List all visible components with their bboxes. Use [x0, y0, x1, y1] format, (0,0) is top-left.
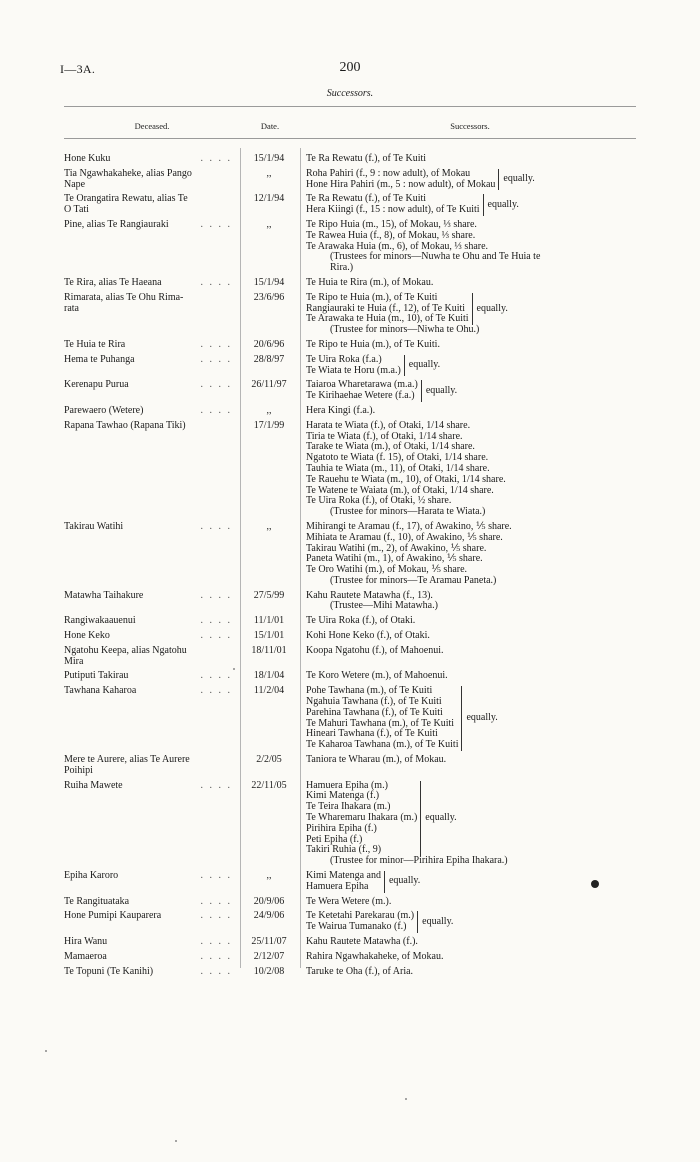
deceased-cell: [64, 154, 240, 165]
deceased-name-line: Parewaero (Wetere): [64, 404, 144, 416]
trustee-note: Rira.): [330, 262, 354, 274]
successor-line: Te Wharemaru Ihakara (m.): [306, 812, 418, 824]
successor-line: Taniora te Wharau (m.), of Mokau.: [306, 754, 447, 766]
successor-line: Takirau Watihi (m., 2), of Awakino, ⅕ share.: [306, 542, 487, 554]
successor-group: [306, 278, 644, 289]
page-number: 200: [339, 60, 361, 75]
deceased-name-line: Epiha Karoro: [64, 870, 119, 882]
deceased-name-line: Mamaeroa: [64, 950, 107, 962]
successors-cell: [298, 169, 644, 191]
table-row: [64, 616, 644, 627]
successor-lines: [306, 897, 644, 908]
successor-lines: [306, 154, 644, 165]
successor-line: Taiaroa Wharetarawa (m.a.): [306, 379, 418, 391]
successor-line: Pirihira Epiha (f.): [306, 822, 377, 834]
table-row: [64, 952, 644, 963]
deceased-cell: [64, 340, 240, 351]
successor-group: [306, 406, 644, 417]
deceased-cell: [64, 380, 240, 402]
trustee-note: (Trustee for minors—Niwha te Ohu.): [330, 324, 480, 336]
header-rule: [64, 138, 636, 139]
deceased-name-line: Hira Wanu: [64, 936, 108, 947]
date-cell: 18/1/04: [253, 670, 285, 682]
successor-line: Te Ketetahi Parekarau (m.): [306, 910, 415, 922]
successor-group: [306, 169, 644, 191]
successor-group: [306, 897, 644, 908]
table-row: [64, 591, 644, 613]
successor-line: Harata te Wiata (f.), of Otaki, 1/14 share.: [306, 419, 471, 431]
leader-dots: . . . .: [200, 379, 232, 391]
deceased-name-line: Te Orangatira Rewatu, alias Te: [64, 193, 188, 205]
deceased-name-line: Te Rangituataka: [64, 895, 130, 907]
successor-lines: [306, 911, 418, 933]
deceased-cell: [64, 671, 240, 682]
successors-cell: [298, 646, 644, 668]
successors-cell: [298, 220, 644, 274]
successor-line: Te Ripo te Huia (m.), of Te Kuiti.: [306, 338, 440, 350]
leader-dots: . . . .: [200, 276, 232, 288]
successor-group: [306, 781, 644, 857]
successors-cell: [298, 631, 644, 642]
successor-group: [306, 686, 644, 751]
successor-lines: [306, 380, 422, 402]
successor-line: Paneta Watihi (m., 1), of Awakino, ⅕ share.: [306, 553, 483, 565]
successor-line: Te Koro Wetere (m.), of Mahoenui.: [306, 670, 448, 682]
successor-line: Peti Epiha (f.): [306, 833, 363, 845]
deceased-cell: [64, 522, 240, 587]
successor-line: Ngatoto te Wiata (f. 15), of Otaki, 1/14 share.: [306, 452, 489, 464]
speck: [405, 1098, 407, 1100]
date-cell: 15/1/94: [253, 276, 285, 288]
deceased-cell: [64, 631, 240, 642]
successor-lines: [306, 421, 644, 507]
successor-line: Kahu Rautete Matawha (f., 13).: [306, 589, 433, 601]
date-cell: 25/11/07: [251, 936, 287, 947]
successor-group: [306, 671, 644, 682]
table-row: [64, 967, 644, 978]
successors-table: [64, 154, 644, 981]
successor-line: Kohi Hone Keko (f.), of Otaki.: [306, 630, 430, 642]
successor-line: Pohe Tawhana (m.), of Te Kuiti: [306, 685, 433, 697]
successor-line: Kahu Rautete Matawha (f.).: [306, 936, 418, 947]
section-title: Successors.: [326, 88, 374, 99]
successors-cell: [298, 154, 644, 165]
table-row: [64, 293, 644, 336]
successor-lines: [306, 937, 644, 948]
successors-cell: [298, 616, 644, 627]
successor-lines: [306, 616, 644, 627]
table-row: [64, 686, 644, 751]
deceased-name-line: Ruiha Mawete: [64, 779, 123, 791]
deceased-name-line: Hone Kuku: [64, 153, 111, 164]
successors-cell: [298, 340, 644, 351]
equally-label: equally.: [425, 812, 457, 824]
table-row: [64, 355, 644, 377]
column-header-date: Date.: [260, 121, 280, 131]
date-cell: ,,: [266, 404, 272, 416]
successor-group: [306, 616, 644, 627]
deceased-name-line: Te Topuni (Te Kanihi): [64, 965, 154, 977]
deceased-name-line: Rangiwakaauenui: [64, 615, 136, 627]
date-cell: 20/6/96: [253, 338, 285, 350]
deceased-name-line: O Tati: [64, 204, 89, 216]
successor-line: Tauhia te Wiata (m., 11), of Otaki, 1/14 share.: [306, 462, 490, 474]
date-cell: ,,: [266, 870, 272, 882]
successor-line: Hera Kingi (f.a.).: [306, 404, 376, 416]
successor-group: [306, 421, 644, 507]
deceased-cell: [64, 871, 240, 893]
successors-cell: [298, 406, 644, 417]
deceased-cell: [64, 781, 240, 867]
successor-line: Tarake te Wiata (m.), of Otaki, 1/14 share.: [306, 441, 475, 453]
successor-lines: [306, 522, 644, 576]
successors-cell: [298, 671, 644, 682]
leader-dots: . . . .: [200, 779, 232, 791]
successor-line: Ngahuia Tawhana (f.), of Te Kuiti: [306, 696, 442, 708]
successor-group: [306, 154, 644, 165]
table-row: [64, 406, 644, 417]
successor-lines: [306, 871, 385, 893]
successor-line: Koopa Ngatohu (f.), of Mahoenui.: [306, 644, 444, 656]
trustee-note: (Trustee—Mihi Matawha.): [330, 600, 438, 612]
equally-label: equally.: [503, 173, 535, 185]
successor-line: Mihirangi te Aramau (f., 17), of Awakino, ⅕ share.: [306, 520, 512, 532]
successor-line: Te Teira Ihakara (m.): [306, 801, 391, 813]
leader-dots: . . . .: [200, 589, 232, 601]
table-row: [64, 194, 644, 216]
successor-lines: [306, 220, 644, 252]
deceased-cell: [64, 355, 240, 377]
successors-cell: [298, 355, 644, 377]
date-cell: 24/9/06: [253, 910, 285, 922]
deceased-cell: [64, 897, 240, 908]
successor-line: Te Huia te Rira (m.), of Mokau.: [306, 276, 434, 288]
deceased-cell: [64, 646, 240, 668]
successor-line: Parehina Tawhana (f.), of Te Kuiti: [306, 706, 443, 718]
deceased-cell: [64, 911, 240, 933]
successor-group: [306, 967, 644, 978]
successor-line: Hone Hira Pahiri (m., 5 : now adult), of Mokau: [306, 178, 496, 190]
table-row: [64, 421, 644, 518]
successor-group: [306, 220, 644, 252]
successors-cell: [298, 967, 644, 978]
successors-cell: [298, 278, 644, 289]
deceased-cell: [64, 616, 240, 627]
leader-dots: . . . .: [200, 965, 232, 977]
deceased-cell: [64, 293, 240, 336]
date-cell: 11/1/01: [253, 615, 285, 627]
date-cell: ,,: [266, 167, 272, 179]
successor-group: [306, 194, 644, 216]
successors-cell: [298, 755, 644, 777]
successor-line: Te Ripo Huia (m., 15), of Mokau, ⅓ share.: [306, 218, 477, 230]
successor-lines: [306, 631, 644, 642]
date-cell: 20/9/06: [253, 895, 285, 907]
successor-line: Te Rawea Huia (f., 8), of Mokau, ⅓ share.: [306, 229, 476, 241]
successor-line: Te Arawaka Huia (m., 6), of Mokau, ⅓ share.: [306, 240, 489, 252]
date-cell: 26/11/97: [251, 379, 287, 391]
table-row: [64, 671, 644, 682]
deceased-cell: [64, 169, 240, 191]
successor-group: [306, 293, 644, 325]
successors-cell: [298, 591, 644, 613]
successor-line: Te Ripo te Huia (m.), of Te Kuiti: [306, 291, 438, 303]
deceased-name-line: Rimarata, alias Te Ohu Rima-: [64, 291, 184, 303]
deceased-name-line: Mira: [64, 655, 84, 667]
top-rule: [64, 106, 636, 107]
successor-group: [306, 380, 644, 402]
successor-line: Hera Kiingi (f., 15 : now adult), of Te Kuiti: [306, 204, 480, 216]
successors-cell: [298, 911, 644, 933]
leader-dots: . . . .: [200, 404, 232, 416]
deceased-cell: [64, 937, 240, 948]
table-row: [64, 871, 644, 893]
successor-line: Tiria te Wiata (f.), of Otaki, 1/14 share.: [306, 430, 463, 442]
successor-lines: [306, 355, 405, 377]
successor-lines: [306, 340, 644, 351]
date-cell: 10/2/08: [253, 965, 285, 977]
deceased-name-line: Nape: [64, 178, 86, 190]
successor-line: Taruke te Oha (f.), of Aria.: [306, 965, 414, 977]
leader-dots: . . . .: [200, 218, 232, 230]
speck: [233, 668, 235, 670]
column-header-deceased: Deceased.: [134, 121, 170, 131]
deceased-cell: [64, 220, 240, 274]
successor-lines: [306, 293, 473, 325]
leader-dots: . . . .: [200, 670, 232, 682]
successor-line: Hineari Tawhana (f.), of Te Kuiti: [306, 728, 438, 740]
successors-cell: [298, 293, 644, 336]
equally-label: equally.: [487, 198, 519, 210]
deceased-name-line: Poihipi: [64, 764, 93, 776]
deceased-cell: [64, 755, 240, 777]
successor-line: Te Kirihaehae Wetere (f.a.): [306, 390, 415, 402]
leader-dots: . . . .: [200, 153, 232, 164]
successors-cell: [298, 952, 644, 963]
leader-dots: . . . .: [200, 353, 232, 365]
date-cell: 28/8/97: [253, 353, 285, 365]
successor-line: Kimi Matenga (f.): [306, 790, 380, 802]
successor-lines: [306, 686, 462, 751]
equally-label: equally.: [388, 875, 421, 887]
successor-line: Te Uira Roka (f.), of Otaki.: [306, 615, 416, 627]
trustee-note: (Trustee for minor—Pirihira Epiha Ihakara.): [330, 855, 508, 867]
successor-group: [306, 755, 644, 766]
leader-dots: . . . .: [200, 520, 232, 532]
date-cell: 2/2/05: [256, 754, 282, 766]
date-cell: ,,: [266, 218, 272, 230]
successors-cell: [298, 897, 644, 908]
date-cell: 15/1/94: [253, 153, 285, 164]
deceased-name-line: Tawhana Kaharoa: [64, 685, 137, 697]
deceased-name-line: Hema te Puhanga: [64, 353, 135, 365]
successor-line: Te Ra Rewatu (f.), of Te Kuiti: [306, 193, 427, 205]
successors-cell: [298, 937, 644, 948]
deceased-cell: [64, 952, 240, 963]
column-header-successors: Successors.: [450, 121, 490, 131]
date-cell: 17/1/99: [253, 419, 285, 431]
leader-dots: . . . .: [200, 338, 232, 350]
leader-dots: . . . .: [200, 870, 232, 882]
successor-lines: [306, 671, 644, 682]
successor-line: Te Wiata te Horu (m.a.): [306, 364, 401, 376]
successor-line: Te Rauehu te Wiata (m., 10), of Otaki, 1/14 share.: [306, 473, 506, 485]
date-cell: 2/12/07: [253, 950, 285, 962]
successor-lines: [306, 194, 484, 216]
successor-line: Rahira Ngawhakaheke, of Mokau.: [306, 950, 444, 962]
table-row: [64, 755, 644, 777]
table-row: [64, 937, 644, 948]
successors-cell: [298, 380, 644, 402]
successor-line: Te Mahuri Tawhana (m.), of Te Kuiti: [306, 717, 455, 729]
successor-line: Te Wairua Tumanako (f.): [306, 921, 407, 933]
deceased-name-line: Rapana Tawhao (Rapana Tiki): [64, 419, 186, 431]
successor-line: Hamuera Epiha: [306, 880, 369, 892]
deceased-name-line: Mere te Aurere, alias Te Aurere: [64, 754, 190, 766]
trustee-note: (Trustee for minors—Te Aramau Paneta.): [330, 574, 497, 586]
deceased-name-line: rata: [64, 302, 79, 314]
successor-lines: [306, 278, 644, 289]
leader-dots: . . . .: [200, 910, 232, 922]
row-gap: [64, 977, 644, 981]
successor-group: [306, 631, 644, 642]
date-cell: 18/11/01: [251, 644, 287, 656]
successor-group: [306, 937, 644, 948]
deceased-name-line: Tia Ngawhakaheke, alias Pango: [64, 167, 192, 179]
successor-lines: [306, 952, 644, 963]
successors-cell: [298, 781, 644, 867]
equally-label: equally.: [476, 302, 508, 314]
trustee-note: (Trustee for minors—Harata te Wiata.): [330, 506, 486, 518]
table-row: [64, 781, 644, 867]
deceased-cell: [64, 967, 240, 978]
date-cell: 22/11/05: [251, 779, 287, 791]
deceased-name-line: Te Huia te Rira: [64, 338, 126, 350]
date-cell: 15/1/01: [253, 630, 285, 642]
deceased-name-line: Matawha Taihakure: [64, 589, 144, 601]
successor-lines: [306, 755, 644, 766]
table-row: [64, 631, 644, 642]
equally-label: equally.: [466, 712, 498, 724]
successors-cell: [298, 194, 644, 216]
successor-lines: [306, 406, 644, 417]
table-row: [64, 154, 644, 165]
table-row: [64, 169, 644, 191]
successor-line: Hamuera Epiha (m.): [306, 779, 388, 791]
deceased-name-line: Putiputi Takirau: [64, 670, 129, 682]
successor-line: Mihiata te Aramau (f., 10), of Awakino, ⅕ share.: [306, 531, 503, 543]
deceased-name-line: Te Rira, alias Te Haeana: [64, 276, 162, 288]
deceased-cell: [64, 406, 240, 417]
successor-lines: [306, 169, 499, 191]
successor-group: [306, 355, 644, 377]
successor-lines: [306, 646, 644, 657]
date-cell: 11/2/04: [253, 685, 285, 697]
successor-group: [306, 646, 644, 657]
date-cell: ,,: [266, 520, 272, 532]
successor-line: Te Uira Roka (f.a.): [306, 353, 382, 365]
speck: [45, 1050, 47, 1052]
successor-group: [306, 340, 644, 351]
deceased-cell: [64, 278, 240, 289]
successor-line: Te Oro Watihi (m.), of Mokau, ⅕ share.: [306, 564, 468, 576]
successor-line: Te Watene te Waiata (m.), of Otaki, 1/14 share.: [306, 484, 494, 496]
successor-group: [306, 911, 644, 933]
successor-line: Te Arawaka te Huia (m., 10), of Te Kuiti: [306, 313, 469, 325]
document-reference: I—3A.: [60, 62, 96, 76]
successor-line: Te Ra Rewatu (f.), of Te Kuiti: [306, 153, 427, 164]
successor-line: Takiri Ruhia (f., 9): [306, 844, 382, 856]
leader-dots: . . . .: [200, 950, 232, 962]
successor-group: [306, 522, 644, 576]
successors-cell: [298, 522, 644, 587]
successor-group: [306, 952, 644, 963]
table-row: [64, 911, 644, 933]
table-row: [64, 646, 644, 668]
leader-dots: . . . .: [200, 615, 232, 627]
deceased-name-line: Hone Pumipi Kauparera: [64, 910, 162, 922]
deceased-name-line: Pine, alias Te Rangiauraki: [64, 218, 169, 230]
deceased-cell: [64, 421, 240, 518]
deceased-cell: [64, 686, 240, 751]
date-cell: 23/6/96: [253, 291, 285, 303]
leader-dots: . . . .: [200, 630, 232, 642]
deceased-cell: [64, 591, 240, 613]
leader-dots: . . . .: [200, 685, 232, 697]
table-row: [64, 522, 644, 587]
successors-cell: [298, 686, 644, 751]
equally-label: equally.: [425, 384, 458, 396]
successor-line: Te Uira Roka (f.), of Otaki, ½ share.: [306, 495, 452, 507]
successor-line: Te Wera Wetere (m.).: [306, 895, 392, 907]
trustee-note: (Trustees for minors—Nuwha te Ohu and Te Huia te: [330, 251, 541, 263]
equally-label: equally.: [408, 359, 441, 371]
table-row: [64, 897, 644, 908]
table-row: [64, 278, 644, 289]
deceased-name-line: Kerenapu Purua: [64, 379, 129, 391]
equally-label: equally.: [422, 915, 454, 927]
table-row: [64, 380, 644, 402]
deceased-name-line: Hone Keko: [64, 630, 110, 642]
date-cell: 12/1/94: [253, 193, 285, 205]
successor-lines: [306, 781, 421, 857]
deceased-name-line: Ngatohu Keepa, alias Ngatohu: [64, 644, 187, 656]
successor-line: Roha Pahiri (f., 9 : now adult), of Mokau: [306, 167, 471, 179]
ink-blot: [591, 880, 599, 888]
successor-line: Rangiauraki te Huia (f., 12), of Te Kuiti: [306, 302, 466, 314]
leader-dots: . . . .: [200, 895, 232, 907]
successors-cell: [298, 421, 644, 518]
leader-dots: . . . .: [200, 936, 232, 947]
table-row: [64, 340, 644, 351]
deceased-cell: [64, 194, 240, 216]
successor-line: Te Kaharoa Tawhana (m.), of Te Kuiti: [306, 739, 459, 751]
deceased-name-line: Takirau Watihi: [64, 520, 124, 532]
table-row: [64, 220, 644, 274]
date-cell: 27/5/99: [253, 589, 285, 601]
successor-line: Kimi Matenga and: [306, 870, 381, 882]
successor-lines: [306, 967, 644, 978]
speck: [175, 1140, 177, 1142]
